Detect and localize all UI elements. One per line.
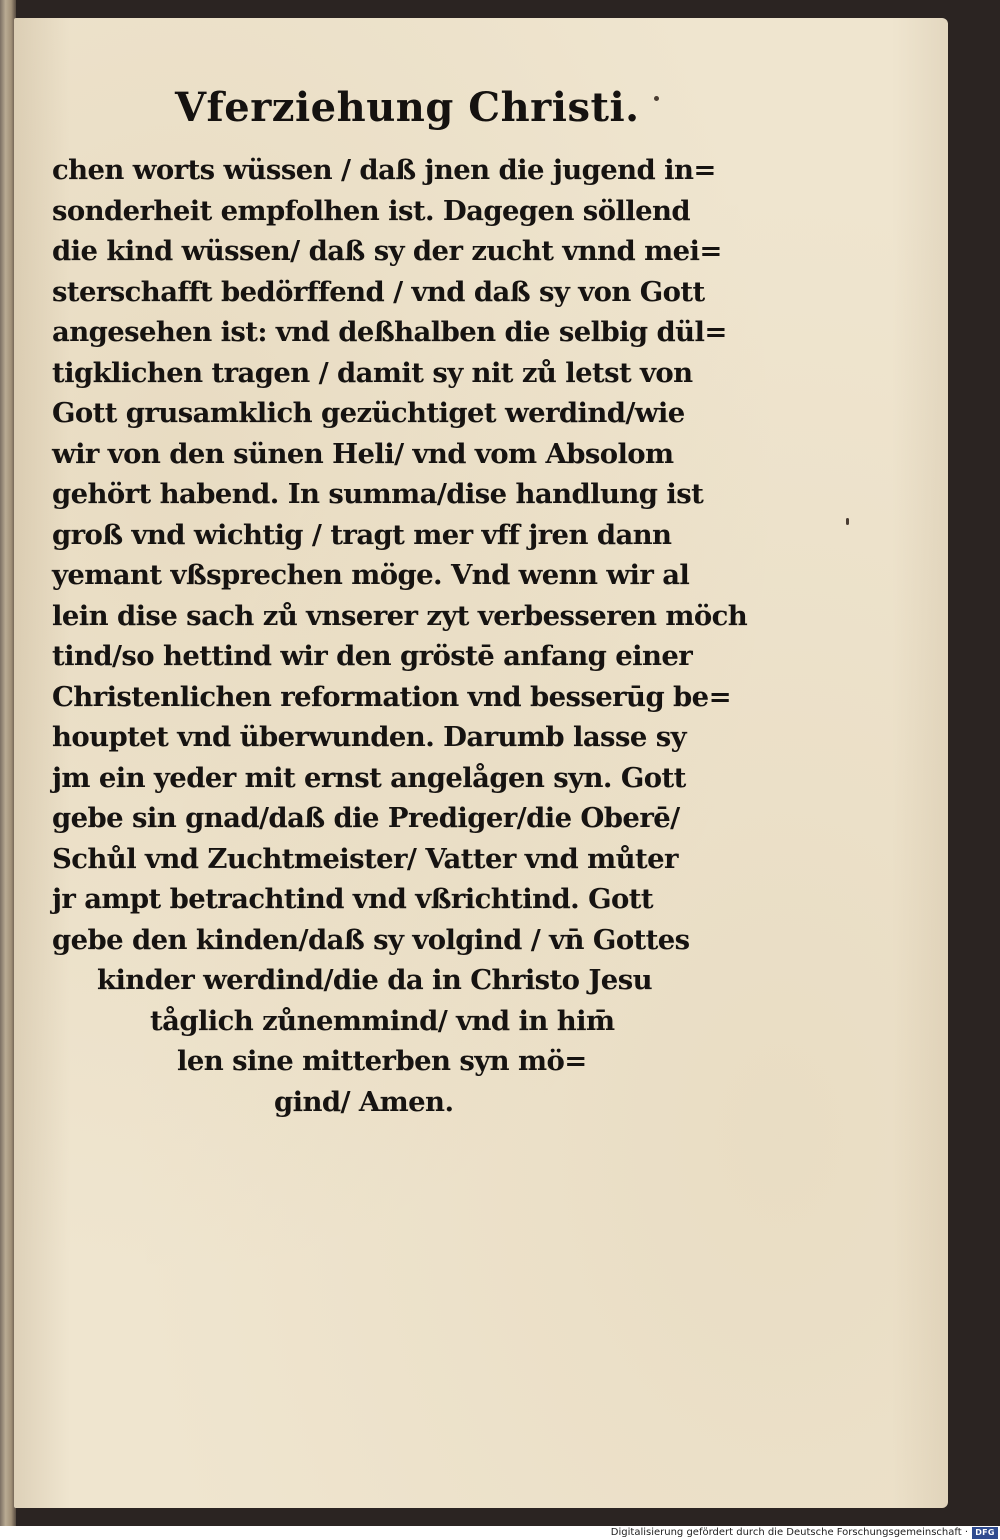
text-line: kinder werdind/die da in Christo Jesu bbox=[97, 964, 652, 996]
text-line: jm ein yeder mit ernst angelågen syn. Gott bbox=[52, 761, 686, 794]
text-line: len sine mitterben syn mö= bbox=[177, 1045, 587, 1077]
text-line: gind/ Amen. bbox=[274, 1085, 454, 1118]
text-line: wir von den sünen Heli/ vnd vom Absolom bbox=[52, 437, 674, 470]
text-line: tind/so hettind wir den gröstē anfang einer bbox=[52, 640, 693, 672]
running-head: Vferziehung Christi. bbox=[175, 84, 640, 131]
text-line: yemant vßsprechen möge. Vnd wenn wir al bbox=[52, 559, 690, 591]
funding-credit: Digitalisierung gefördert durch die Deutsche Forschungsgemeinschaft · bbox=[610, 1527, 968, 1538]
text-line: chen worts wüssen / daß jnen die jugend in= bbox=[52, 154, 716, 186]
text-line: tigklichen tragen / damit sy nit zů letst von bbox=[52, 356, 693, 389]
text-line: angesehen ist: vnd deßhalben die selbig dül= bbox=[52, 316, 727, 348]
ink-speck bbox=[846, 518, 849, 525]
text-line: Gott grusamklich gezüchtiget werdind/wie bbox=[52, 397, 685, 429]
dfg-logo: DFG bbox=[972, 1527, 998, 1539]
body-text bbox=[52, 150, 748, 1122]
footer-bar bbox=[0, 1526, 1000, 1540]
text-line: sonderheit empfolhen ist. Dagegen söllend bbox=[52, 194, 691, 227]
text-line: gehört habend. In summa/dise handlung ist bbox=[52, 478, 704, 510]
text-line: die kind wüssen/ daß sy der zucht vnnd mei= bbox=[52, 235, 722, 267]
text-line: jr ampt betrachtind vnd vßrichtind. Gott bbox=[52, 883, 653, 915]
text-line: Schůl vnd Zuchtmeister/ Vatter vnd můter bbox=[52, 842, 678, 875]
text-line: lein dise sach zů vnserer zyt verbesseren möch bbox=[52, 599, 748, 632]
text-line: sterschafft bedörffend / vnd daß sy von Gott bbox=[52, 275, 705, 308]
text-line: gebe den kinden/daß sy volgind / vn̄ Gottes bbox=[52, 923, 690, 956]
ink-speck bbox=[654, 96, 659, 101]
text-line: Christenlichen reformation vnd besserūg be= bbox=[52, 680, 732, 713]
text-line: groß vnd wichtig / tragt mer vff jren dann bbox=[52, 518, 672, 551]
text-line: houptet vnd überwunden. Darumb lasse sy bbox=[52, 721, 686, 753]
text-line: tåglich zůnemmind/ vnd in him̄ bbox=[150, 1004, 615, 1037]
text-line: gebe sin gnad/daß die Prediger/die Oberē/ bbox=[52, 802, 680, 834]
